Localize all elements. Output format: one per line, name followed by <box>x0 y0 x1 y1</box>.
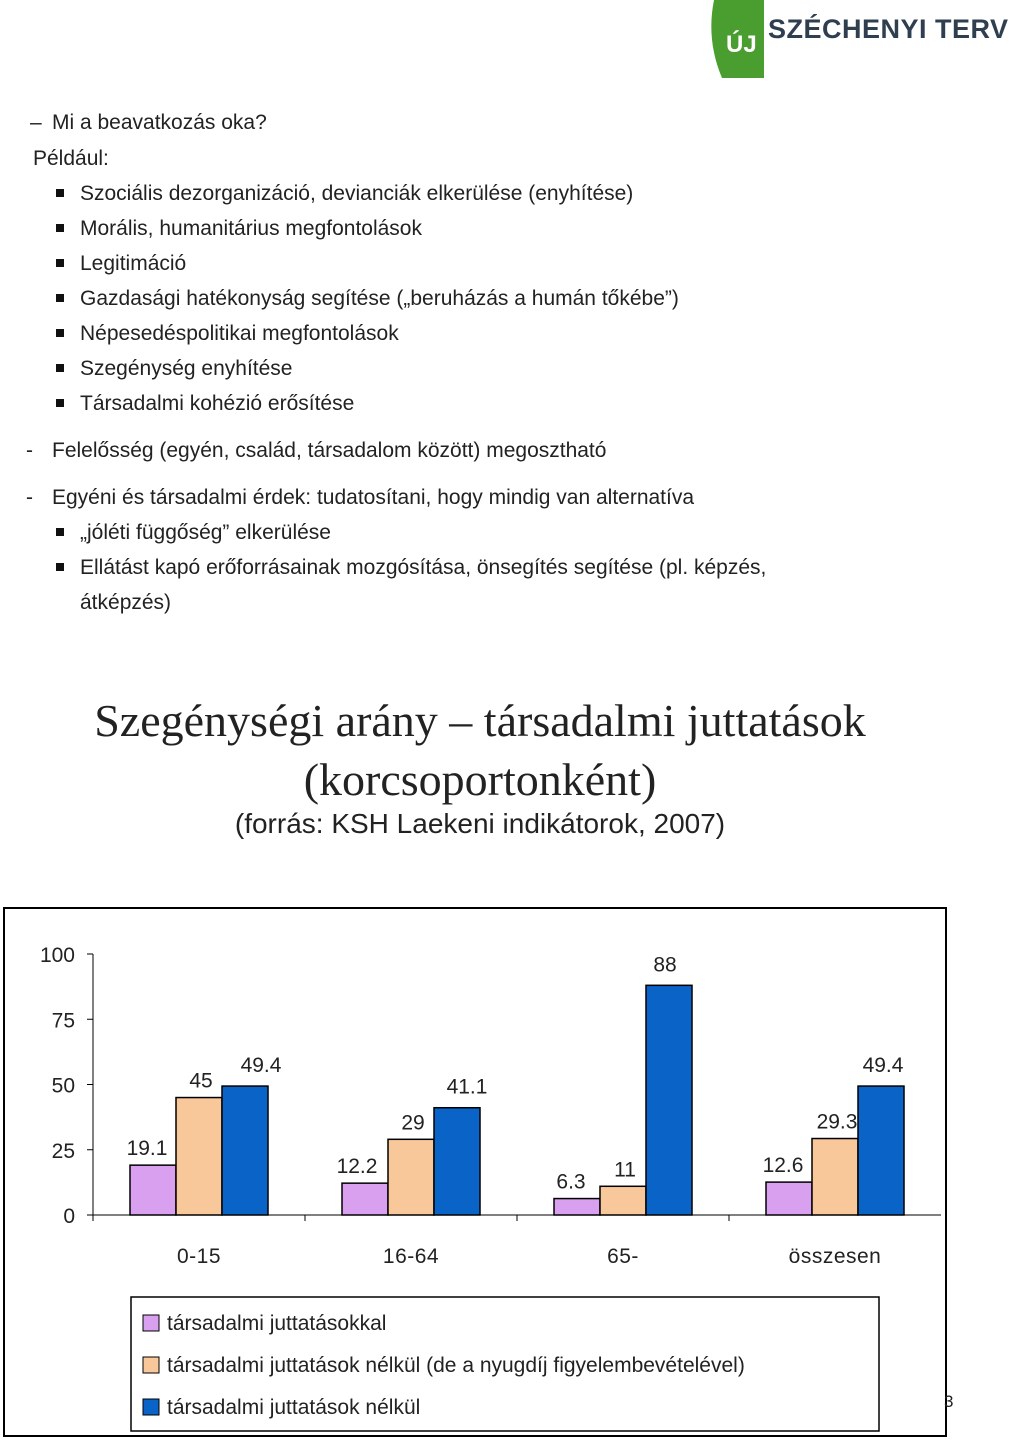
reason-item: Legitimáció <box>80 252 187 275</box>
legend-label: társadalmi juttatásokkal <box>167 1312 387 1335</box>
bar <box>434 1108 480 1215</box>
data-label: 12.2 <box>336 1155 378 1179</box>
page-number: 3 <box>944 1392 954 1411</box>
example-label: Például: <box>33 147 109 170</box>
category-label: 65- <box>607 1245 639 1268</box>
reason-item: Társadalmi kohézió erősítése <box>80 392 355 415</box>
reason-item: Szegénység enyhítése <box>80 357 293 380</box>
dash-marker: - <box>26 439 33 462</box>
responsibility-text: Felelősség (egyén, család, társadalom között) megosztható <box>52 439 607 462</box>
square-bullet-icon <box>56 528 64 536</box>
logo-text: SZÉCHENYI TERV <box>768 14 1009 44</box>
data-label: 29.3 <box>816 1110 858 1134</box>
y-tick-label: 100 <box>39 944 75 967</box>
data-label: 88 <box>653 953 677 977</box>
y-tick-label: 75 <box>51 1009 75 1033</box>
reason-item: Gazdasági hatékonyság segítése („beruházás a humán tőkébe”) <box>80 287 679 310</box>
square-bullet-icon <box>56 224 64 232</box>
chart-frame <box>3 907 947 1437</box>
bar <box>766 1182 812 1215</box>
interest-item: „jóléti függőség” elkerülése <box>80 521 331 544</box>
bar <box>342 1183 388 1215</box>
category-label: 0-15 <box>176 1245 222 1268</box>
data-label: 6.3 <box>556 1170 586 1194</box>
szechenyi-terv-logo <box>712 0 1009 78</box>
square-bullet-icon <box>56 399 64 407</box>
reason-item: Népesedéspolitikai megfontolások <box>80 322 399 345</box>
data-label: 12.6 <box>762 1154 804 1178</box>
square-bullet-icon <box>56 329 64 337</box>
data-label: 19.1 <box>126 1137 168 1161</box>
logo-mark: ÚJ <box>726 31 757 58</box>
data-label: 49.4 <box>240 1054 282 1078</box>
chart-subtitle: (forrás: KSH Laekeni indikátorok, 2007) <box>234 808 726 839</box>
bar <box>176 1098 222 1215</box>
square-bullet-icon <box>56 294 64 302</box>
question-text: Mi a beavatkozás oka? <box>52 111 267 134</box>
square-bullet-icon <box>56 364 64 372</box>
bar <box>646 985 692 1215</box>
chart-title-line-2: (korcsoportonként) <box>303 754 657 805</box>
interest-item-continued: átképzés) <box>80 591 172 614</box>
category-label: 16-64 <box>382 1245 440 1268</box>
bar <box>222 1086 268 1215</box>
bar <box>812 1139 858 1215</box>
legend-swatch <box>143 1357 159 1373</box>
square-bullet-icon <box>56 189 64 197</box>
bar-chart <box>5 909 945 1435</box>
dash-marker: - <box>26 486 33 509</box>
chart-title-line-1: Szegénységi arány – társadalmi juttatások <box>94 695 866 746</box>
legend-label: társadalmi juttatások nélkül <box>167 1396 421 1419</box>
category-label: összesen <box>788 1245 882 1268</box>
legend-swatch <box>143 1399 159 1415</box>
data-label: 41.1 <box>446 1075 488 1099</box>
interest-text: Egyéni és társadalmi érdek: tudatosítani, hogy mindig van alternatíva <box>52 486 695 509</box>
leaf-logo-icon <box>712 0 764 78</box>
data-label: 29 <box>401 1111 425 1135</box>
bar <box>858 1086 904 1215</box>
bar <box>388 1139 434 1215</box>
data-label: 11 <box>614 1158 636 1182</box>
bar <box>554 1199 600 1215</box>
reason-item: Morális, humanitárius megfontolások <box>80 217 422 240</box>
y-tick-label: 50 <box>51 1074 75 1098</box>
y-tick-label: 25 <box>51 1139 75 1163</box>
interest-item: Ellátást kapó erőforrásainak mozgósítása, önsegítés segítése (pl. képzés, <box>80 556 767 579</box>
data-label: 49.4 <box>862 1054 904 1078</box>
dash-marker: – <box>30 111 42 134</box>
data-label: 45 <box>189 1069 213 1093</box>
legend-swatch <box>143 1315 159 1331</box>
legend-label: társadalmi juttatások nélkül (de a nyugdíj figyelembevételével) <box>167 1354 745 1377</box>
square-bullet-icon <box>56 563 64 571</box>
y-tick-label: 0 <box>63 1205 75 1228</box>
square-bullet-icon <box>56 259 64 267</box>
bar <box>130 1165 176 1215</box>
reason-item: Szociális dezorganizáció, devianciák elkerülése (enyhítése) <box>80 182 634 205</box>
bar <box>600 1186 646 1215</box>
